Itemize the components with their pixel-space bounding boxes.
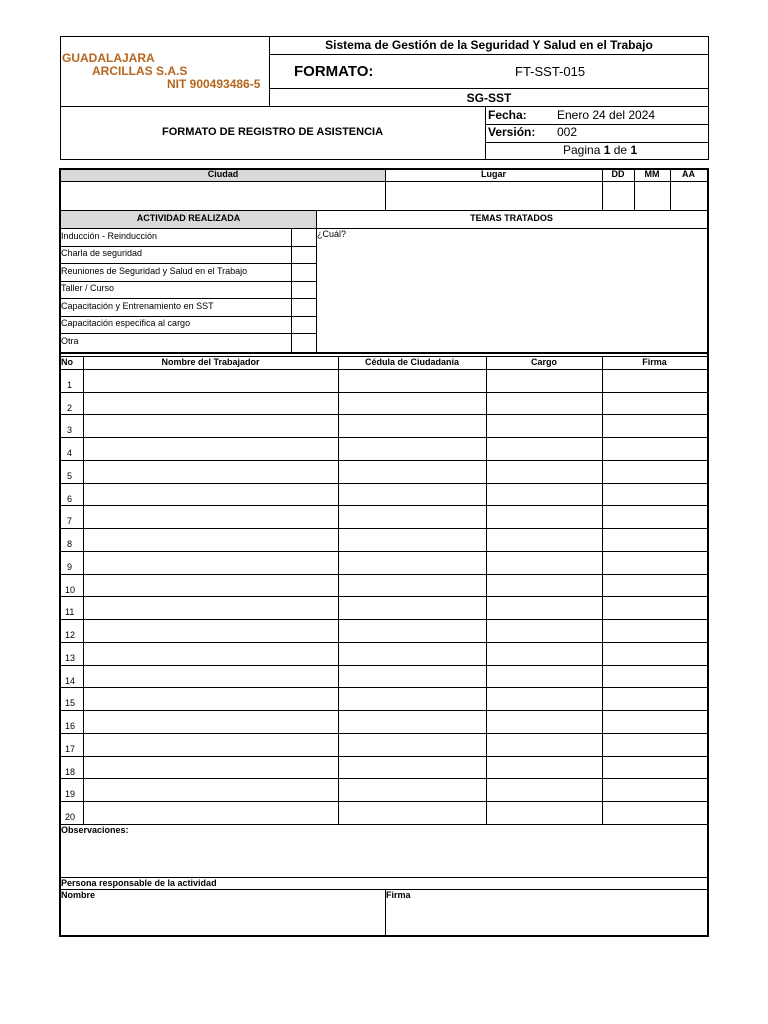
row-number: 11: [65, 607, 75, 617]
responsable-firma-input[interactable]: [386, 902, 706, 934]
ciudad-label: Ciudad: [207, 169, 239, 179]
activity-item-label: Charla de seguridad: [61, 248, 143, 258]
mm-label: MM: [644, 169, 660, 179]
fecha-label: Fecha:: [488, 108, 527, 122]
activity-checkbox[interactable]: [292, 299, 316, 316]
dd-input[interactable]: [603, 182, 633, 209]
nombre-label: Nombre: [61, 890, 96, 900]
pagina-number: 1: [603, 143, 611, 157]
pagina-de: de: [613, 143, 628, 157]
cual-label: ¿Cuál?: [317, 229, 347, 239]
activity-checkbox[interactable]: [292, 247, 316, 263]
row-number: 13: [65, 653, 76, 663]
responsable-label: Persona responsable de la actividad: [61, 878, 217, 888]
sgsst-label: SG-SST: [466, 91, 512, 105]
company-name: GUADALAJARA: [62, 51, 155, 65]
firma-label: Firma: [386, 890, 411, 900]
activity-checkbox[interactable]: [292, 334, 316, 352]
pagina-total: 1: [630, 143, 638, 157]
grid-line: [61, 246, 316, 247]
formato-label: FORMATO:: [294, 63, 374, 80]
row-number: 7: [67, 516, 73, 526]
aa-label: AA: [682, 169, 695, 179]
activity-checkbox[interactable]: [292, 229, 316, 246]
company-name-line2: ARCILLAS S.A.S: [92, 64, 188, 78]
grid-line: [61, 352, 707, 354]
row-number: 2: [67, 403, 73, 413]
temas-header: TEMAS TRATADOS: [470, 213, 553, 223]
row-number: 14: [65, 676, 76, 686]
version-label: Versión:: [488, 125, 536, 139]
header-line: [269, 54, 709, 55]
col-nombre-header: Nombre del Trabajador: [161, 357, 260, 367]
activity-item-label: Otra: [61, 336, 79, 346]
activity-item-label: Inducción - Reinducción: [61, 231, 158, 241]
grid-line: [61, 281, 316, 282]
col-no-header: No: [61, 357, 73, 367]
grid-line: [61, 263, 316, 264]
col-cargo-header: Cargo: [530, 357, 557, 367]
row-number: 19: [65, 789, 76, 799]
col-cedula-header: Cédula de Ciudadanía: [364, 357, 460, 367]
version-value: 002: [557, 125, 578, 139]
row-number: 17: [65, 744, 76, 754]
grid-line: [61, 298, 316, 299]
row-number: 8: [67, 539, 73, 549]
row-number: 20: [65, 812, 76, 822]
row-number: 5: [67, 471, 73, 481]
attendance-entry-area[interactable]: [84, 370, 706, 823]
fecha-value: Enero 24 del 2024: [557, 108, 656, 122]
formato-code: FT-SST-015: [515, 64, 586, 79]
document-title: FORMATO DE REGISTRO DE ASISTENCIA: [161, 126, 384, 138]
pagina-word: Pagina: [563, 143, 601, 157]
observaciones-input[interactable]: [61, 838, 707, 876]
header-divider: [485, 106, 486, 160]
activity-checkbox[interactable]: [292, 264, 316, 281]
activity-item-label: Taller / Curso: [61, 283, 115, 293]
row-number: 15: [65, 698, 76, 708]
responsable-nombre-input[interactable]: [62, 902, 384, 934]
dd-label: DD: [611, 169, 625, 179]
grid-line: [61, 824, 707, 825]
grid-line: [61, 889, 707, 890]
activity-checkbox[interactable]: [292, 317, 316, 333]
observaciones-label: Observaciones:: [61, 825, 129, 835]
temas-tratados-input[interactable]: [317, 240, 706, 351]
header-line: [269, 88, 709, 89]
page-indicator: [563, 143, 637, 157]
row-number: 9: [67, 562, 73, 572]
lugar-input[interactable]: [386, 182, 601, 209]
aa-input[interactable]: [671, 182, 706, 209]
actividad-header: ACTIVIDAD REALIZADA: [136, 213, 241, 223]
col-firma-header: Firma: [642, 357, 667, 367]
grid-line: [61, 316, 316, 317]
activity-item-label: Reuniones de Seguridad y Salud en el Trabajo: [61, 266, 248, 276]
activity-item-label: Capacitación y Entrenamiento en SST: [61, 301, 214, 311]
header-line: [60, 106, 709, 107]
row-number: 4: [67, 448, 73, 458]
grid-line: [61, 228, 707, 229]
row-number: 18: [65, 767, 76, 777]
mm-input[interactable]: [635, 182, 669, 209]
grid-line: [61, 333, 316, 334]
row-number: 16: [65, 721, 76, 731]
row-number: 10: [65, 585, 76, 595]
system-title: Sistema de Gestión de la Seguridad Y Salud en el Trabajo: [325, 38, 653, 52]
row-number: 12: [65, 630, 76, 640]
row-number: 1: [67, 380, 73, 390]
lugar-label: Lugar: [480, 169, 506, 179]
activity-checkbox[interactable]: [292, 282, 316, 298]
activity-item-label: Capacitación especifica al cargo: [61, 318, 191, 328]
ciudad-input[interactable]: [62, 182, 384, 209]
row-number: 3: [67, 425, 73, 435]
company-nit: NIT 900493486-5: [167, 77, 261, 91]
row-number: 6: [67, 494, 73, 504]
